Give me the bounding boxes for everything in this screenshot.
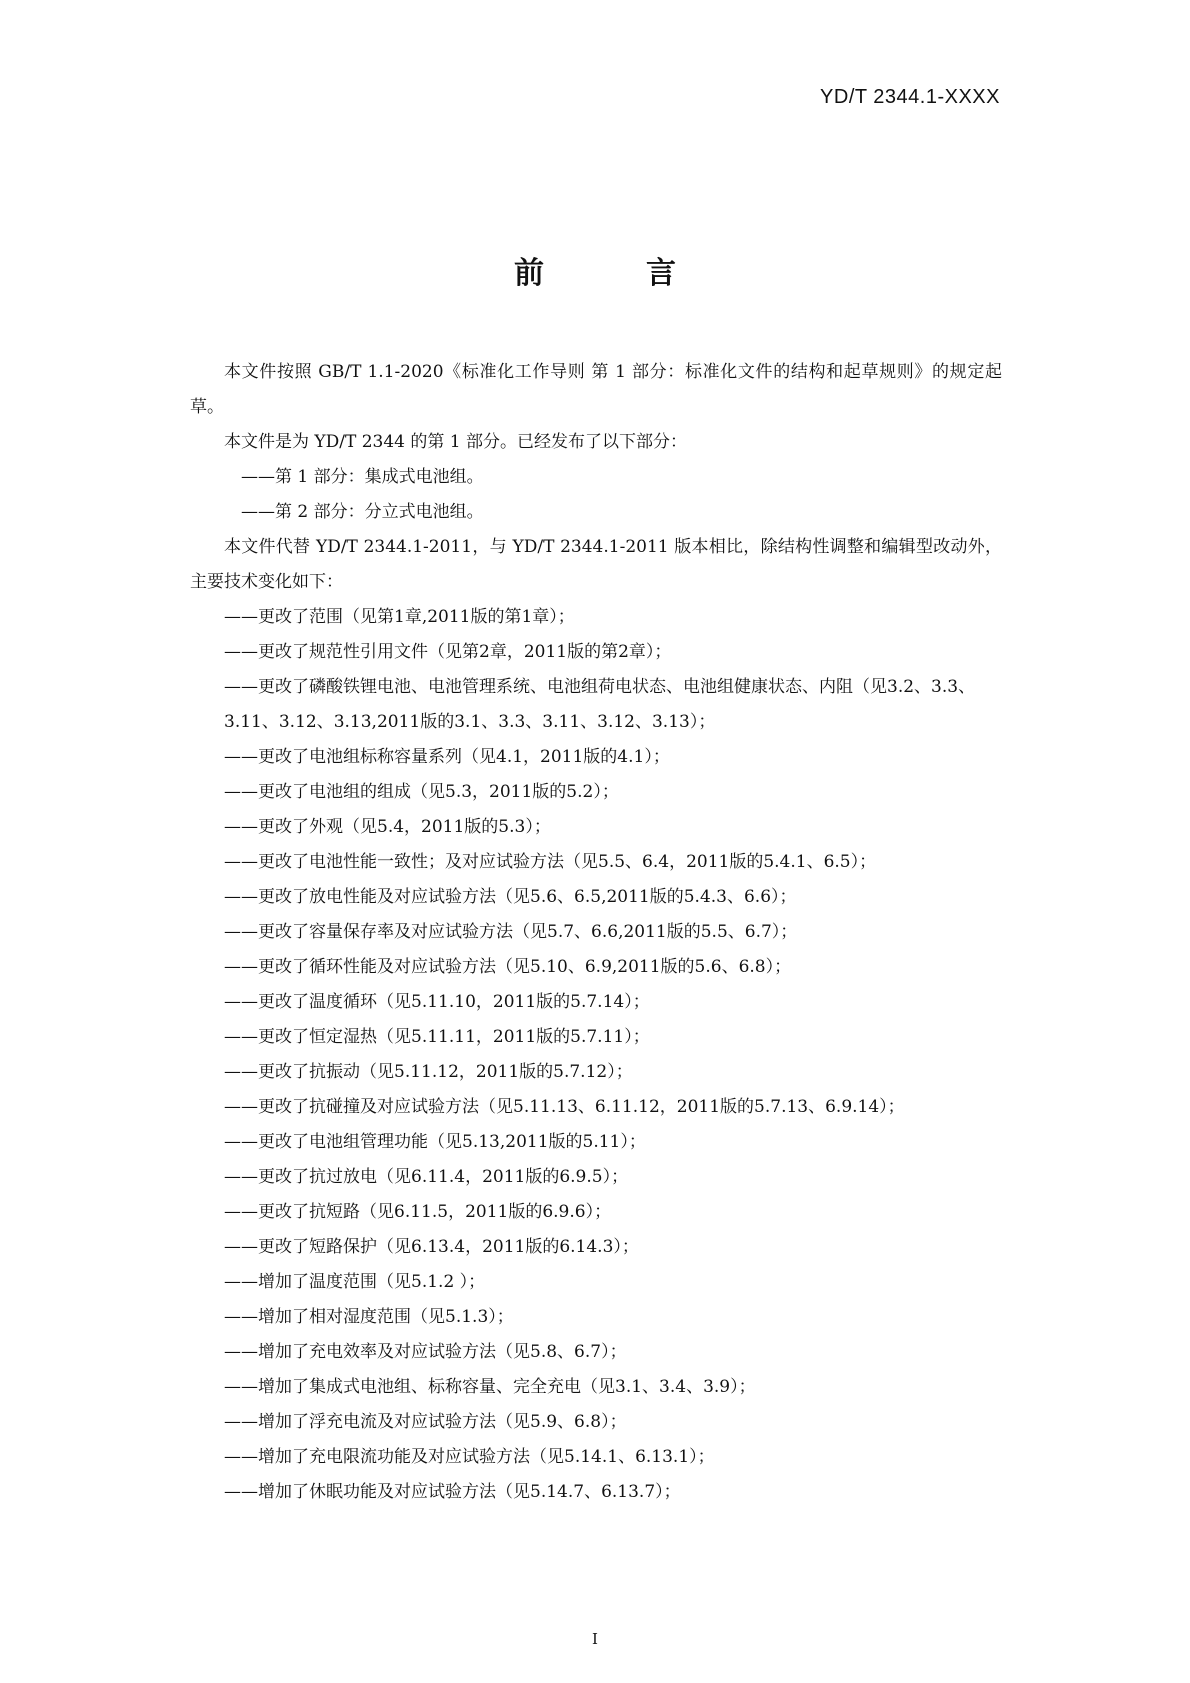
change-item: ——更改了抗短路（见6.11.5，2011版的6.9.6）； bbox=[224, 1202, 612, 1222]
change-item: ——增加了充电限流功能及对应试验方法（见5.14.1、6.13.1）； bbox=[224, 1447, 715, 1467]
change-item: ——增加了温度范围（见5.1.2 ）； bbox=[224, 1272, 486, 1292]
change-item: ——增加了相对湿度范围（见5.1.3）； bbox=[224, 1307, 514, 1327]
change-item: ——增加了集成式电池组、标称容量、完全充电（见3.1、3.4、3.9）； bbox=[224, 1377, 756, 1397]
change-item: ——更改了磷酸铁锂电池、电池管理系统、电池组荷电状态、电池组健康状态、内阻（见3.2、3.3、3.11、3.12、3.13,2011版的3.1、3.3、3.11、3.12、3.13）； bbox=[224, 677, 976, 732]
change-item: ——更改了循环性能及对应试验方法（见5.10、6.9,2011版的5.6、6.8）； bbox=[224, 957, 792, 977]
change-item: ——增加了充电效率及对应试验方法（见5.8、6.7）； bbox=[224, 1342, 627, 1362]
intro-paragraph-2: 本文件是为 YD/T 2344 的第 1 部分。已经发布了以下部分： bbox=[224, 432, 688, 452]
change-item: ——更改了电池组管理功能（见5.13,2011版的5.11）； bbox=[224, 1132, 646, 1152]
page-number: I bbox=[592, 1630, 598, 1648]
change-item: ——更改了电池性能一致性；及对应试验方法（见5.5、6.4，2011版的5.4.1、6.5）； bbox=[224, 852, 877, 872]
replace-paragraph: 本文件代替 YD/T 2344.1-2011，与 YD/T 2344.1-2011 版本相比，除结构性调整和编辑型改动外，主要技术变化如下： bbox=[190, 537, 1002, 592]
change-item: ——更改了恒定湿热（见5.11.11，2011版的5.7.11）； bbox=[224, 1027, 650, 1047]
change-item: ——更改了规范性引用文件（见第2章，2011版的第2章）； bbox=[224, 642, 672, 662]
change-item: ——更改了容量保存率及对应试验方法（见5.7、6.6,2011版的5.5、6.7）； bbox=[224, 922, 798, 942]
change-item: ——更改了电池组标称容量系列（见4.1，2011版的4.1）； bbox=[224, 747, 670, 767]
change-item: ——更改了温度循环（见5.11.10，2011版的5.7.14）； bbox=[224, 992, 650, 1012]
change-item: ——更改了短路保护（见6.13.4，2011版的6.14.3）； bbox=[224, 1237, 639, 1257]
change-item: ——更改了范围（见第1章,2011版的第1章）； bbox=[224, 607, 575, 627]
change-item: ——更改了抗过放电（见6.11.4，2011版的6.9.5）； bbox=[224, 1167, 629, 1187]
intro-paragraph-1: 本文件按照 GB/T 1.1-2020《标准化工作导则 第 1 部分：标准化文件的结构和起草规则》的规定起草。 bbox=[190, 362, 1002, 417]
standard-code: YD/T 2344.1-XXXX bbox=[820, 86, 1000, 108]
change-item: ——增加了休眠功能及对应试验方法（见5.14.7、6.13.7）； bbox=[224, 1482, 681, 1502]
change-item: ——更改了外观（见5.4，2011版的5.3）； bbox=[224, 817, 551, 837]
change-item: ——更改了抗碰撞及对应试验方法（见5.11.13、6.11.12，2011版的5.7.13、6.9.14）； bbox=[224, 1097, 905, 1117]
document-body bbox=[190, 355, 1002, 1510]
change-item: ——增加了浮充电流及对应试验方法（见5.9、6.8）； bbox=[224, 1412, 627, 1432]
page-title: 前 言 bbox=[514, 256, 712, 291]
change-item: ——更改了抗振动（见5.11.12，2011版的5.7.12）； bbox=[224, 1062, 633, 1082]
change-item: ——更改了放电性能及对应试验方法（见5.6、6.5,2011版的5.4.3、6.6）； bbox=[224, 887, 797, 907]
part-item: ——第 2 部分：分立式电池组。 bbox=[241, 502, 484, 522]
change-item: ——更改了电池组的组成（见5.3，2011版的5.2）； bbox=[224, 782, 619, 802]
part-item: ——第 1 部分：集成式电池组。 bbox=[241, 467, 484, 487]
